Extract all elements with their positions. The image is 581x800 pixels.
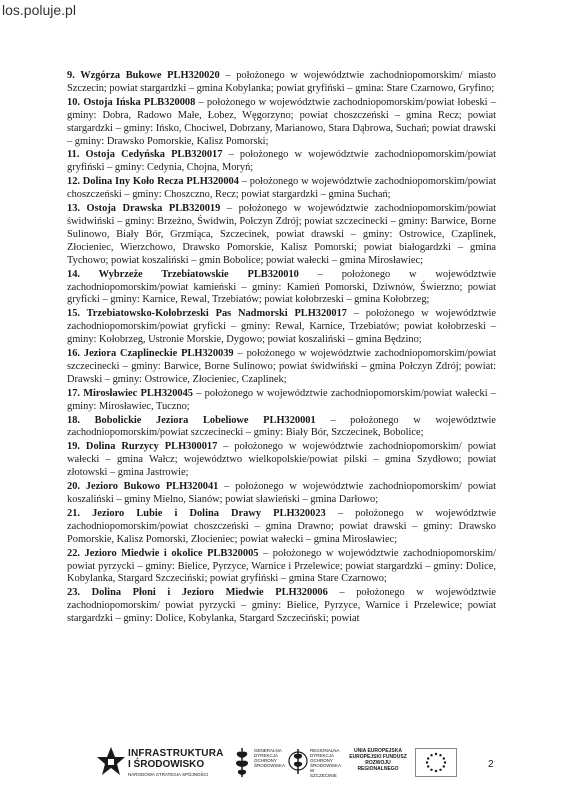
entry-text: – położonego w województwie zachodniopomorskim/powiat szczecinecki – gminy: Barwice, Borne Sulinowo; powiat świdwiński – gmina Połczyn Zdrój; powiat: Drawski – gminy: Ostrowice, Złocieniec, Czaplinek; — [67, 348, 497, 385]
entry-title: 15. Trzebiatowsko-Kołobrzeski Pas Nadmorski PLH320017 — [67, 308, 347, 320]
page-number: 2 — [488, 759, 494, 770]
rdos-logo — [288, 744, 340, 780]
eu-logo — [345, 748, 460, 778]
list-item — [67, 269, 496, 308]
entry-text: – położonego w województwie zachodniopomorskim/ powiat koszaliński – gminy Mielno, Sianów; powiat sławieński – gmina Darłowo; — [67, 481, 496, 505]
list-item — [67, 176, 496, 202]
list-item — [67, 149, 496, 175]
eu-line-3: ROZWOJU REGIONALNEGO — [357, 760, 399, 772]
site-watermark: los.poluje.pl — [2, 2, 76, 18]
entry-title: 13. Ostoja Drawska PLB320019 — [67, 203, 221, 215]
entry-text: – położonego w województwie zachodniopomorskim/powiat gryfiński – gminy: Cedynia, Chojna, Moryń; — [67, 149, 496, 174]
entry-text: – położonego w województwie zachodniopomorskim/powiat gryficki – gminy: Rewal, Karnice, Trzebiatów; powiat kołobrzeski – gminy: Kołobrzeg, Ustronie Morskie, Dygowo; powiat koszaliński – gmina Będzino; — [67, 308, 496, 346]
eu-line-2: EUROPEJSKI FUNDUSZ — [349, 754, 407, 760]
list-item — [67, 508, 496, 547]
entry-title: 9. Wzgórza Bukowe PLH320020 — [67, 70, 220, 81]
list-item — [67, 308, 496, 347]
list-item — [67, 587, 496, 626]
entry-text: – położonego w województwie zachodniopomorskim/powiat świdwiński – gminy: Brzeżno, Świdwin, Połczyn Zdrój; powiat szczecinecki – gminy: Barwice, Borne Sulinowo, Biały Bór, Grzmiąca, Szczecinek, powiat drawski – gminy: Ostrowice, Czaplinek, Złocieniec, Wierzchowo, Drawsko Pomorskie, Kalisz Pomorski; powiat białogardzki – gmina Tychowo; powiat koszaliński – gmin Bobolice; powiat wałecki – gmina Mirosławiec; — [67, 203, 496, 266]
entry-title: 21. Jezioro Lubie i Dolina Drawy PLH320023 — [67, 507, 326, 519]
entry-title: 10. Ostoja Ińska PLB320008 — [67, 96, 196, 108]
eu-flag-icon — [415, 748, 457, 777]
list-item — [67, 388, 496, 414]
gdos-text: GENERALNA DYREKCJA OCHRONY ŚRODOWISKA — [254, 748, 286, 768]
entry-text: – położonego w województwie zachodniopomorskim/powiat choszczeński – gminy: Choszczno, Recz; powiat stargardzki – gmina Suchań; — [67, 176, 496, 201]
list-item — [67, 548, 496, 587]
entry-title: 19. Dolina Rurzycy PLH300017 — [67, 441, 218, 453]
entry-text: – położonego w województwie zachodniopomorskim/powiat łobeski – gminy: Dobra, Radowo Małe, Łobez, Węgorzyno; powiat choszczeński – gmina Recz; powiat stargardzki – gminy: Ińsko, Chociwel, Dobrzany, Marianowo, Stara Dąbrowa, Suchań; powiat drawski – gminy: Drawsko Pomorskie, Kalisz Pomorski; — [67, 96, 496, 147]
infrastruktura-logo — [96, 746, 226, 780]
gdos-logo — [232, 744, 286, 780]
entry-title: 14. Wybrzeże Trzebiatowskie PLB320010 — [67, 268, 299, 280]
entry-title: 11. Ostoja Cedyńska PLB320017 — [67, 149, 223, 161]
list-item — [67, 415, 496, 441]
entry-text: – położonego w województwie zachodniopomorskim/powiat wałecki – gminy: Mirosławiec, Tuczno; — [67, 387, 496, 412]
list-item — [67, 203, 496, 268]
entry-title: 12. Dolina Iny Koło Recza PLH320004 — [67, 176, 239, 188]
list-item — [67, 97, 496, 149]
leaf-emblem-icon — [288, 744, 308, 778]
entry-title: 20. Jezioro Bukowo PLH320041 — [67, 481, 219, 493]
entry-text: – położonego w województwie zachodniopomorskim/powiat szczecinecki – gminy: Biały Bór, Szczecinek, Bobolice; — [67, 414, 496, 439]
star-logo-icon — [96, 746, 126, 778]
entry-title: 23. Dolina Płoni i Jezioro Miedwie PLH320006 — [67, 587, 328, 599]
entry-text: – położonego w województwie zachodniopomorskim/powiat choszczeński – gmina Drawno; powiat drawski – gminy: Drawsko Pomorskie, Kalisz Pomorski, Złocieniec; powiat wałecki – gmina Mirosławiec; — [67, 507, 496, 545]
eu-text — [345, 748, 411, 772]
entry-text: – położonego w województwie zachodniopomorskim/ powiat wałecki – gmina Wałcz; województwo wielkopolskie/powiat pilski – gmina Szydłowo; powiat złotowski – gmina Jastrowie; — [67, 441, 496, 479]
entry-text: – położonego w województwie zachodniopomorskim/ powiat pyrzycki – gminy: Bielice, Pyrzyce, Warnice i Przelewice; powiat stargardzki – gminy: Dolice, Kobylanka, Stargard Szczeciński; powiat gryfiński – gmina Stare Czarnowo; — [67, 547, 496, 585]
entry-title: 22. Jezioro Miedwie i okolice PLB320005 — [67, 547, 259, 559]
eu-stars-icon — [416, 749, 456, 776]
list-item — [67, 348, 496, 387]
entry-text: – położonego w województwie zachodniopomorskim/ miasto Szczecin; powiat stargardzki – gmina Kobylanka; powiat gryfiński – gmina: Stare Czarnowo, Gryfino; — [67, 70, 496, 94]
entry-title: 17. Mirosławiec PLH320045 — [67, 387, 194, 399]
document-body — [67, 70, 496, 627]
entry-text: – położonego w województwie zachodniopomorskim/ powiat pyrzycki – gminy: Bielice, Pyrzyce, Warnice i Przelewice; powiat stargardzki – gminy: Dolice, Kobylanka, Stargard Szczeciński; powiat — [67, 587, 496, 625]
list-item — [67, 70, 496, 96]
infra-title: INFRASTRUKTURA — [128, 748, 224, 759]
infra-tagline: NARODOWA STRATEGIA SPÓJNOŚCI — [128, 772, 209, 777]
list-item — [67, 441, 496, 480]
eu-line-1: UNIA EUROPEJSKA — [354, 748, 402, 754]
entry-title: 18. Bobolickie Jeziora Lobeliowe PLH320001 — [67, 414, 316, 426]
rdos-text: REGIONALNA DYREKCJA OCHRONY ŚRODOWISKA W SZCZECINIE — [310, 748, 341, 778]
entry-title: 16. Jeziora Czaplineckie PLH320039 — [67, 348, 234, 360]
list-item — [67, 481, 496, 507]
infra-subtitle: I ŚRODOWISKO — [128, 759, 205, 770]
entry-text: – położonego w województwie zachodniopomorskim/powiat kamieński – gminy: Kamień Pomorski, Dziwnów, Świerzno; powiat gryficki – gminy: Karnice, Rewal, Trzebiatów; powiat kołobrzeski – gmina Kołobrzeg; — [67, 268, 496, 306]
leaf-emblem-icon — [232, 744, 252, 778]
